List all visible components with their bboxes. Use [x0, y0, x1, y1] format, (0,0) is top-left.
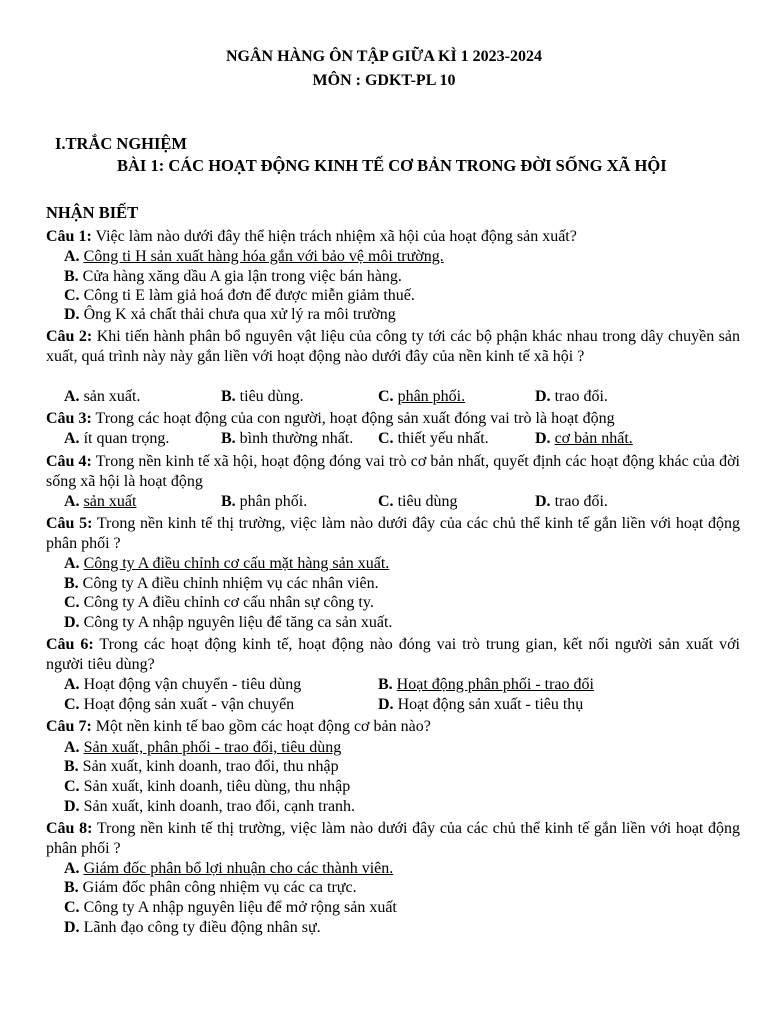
option-text: Ông K xả chất thải chưa qua xử lý ra môi trường [83, 306, 396, 323]
option-3b [221, 429, 353, 449]
option-text: Lãnh đạo công ty điều động nhân sự. [83, 919, 321, 936]
question-label: Câu 8: [46, 820, 93, 837]
question-2 [46, 327, 740, 367]
option-text: thiết yếu nhất. [397, 430, 489, 447]
option-8d [64, 918, 321, 938]
question-4 [46, 452, 740, 492]
question-text: Trong nền kinh tế xã hội, hoạt động đóng vai trò cơ bản nhất, quyết định các hoạt động khác của đời sống xã hội là hoạt động [46, 453, 740, 490]
option-letter: B. [64, 879, 79, 896]
option-text: sản xuất [83, 493, 137, 510]
option-text: Giám đốc phân bổ lợi nhuận cho các thành viên. [83, 860, 394, 877]
option-letter: B. [64, 758, 79, 775]
option-3c [378, 429, 489, 449]
question-label: Câu 4: [46, 453, 92, 470]
question-1 [46, 227, 740, 247]
option-letter: B. [221, 430, 236, 447]
option-letter: A. [64, 248, 80, 265]
option-letter: A. [64, 739, 80, 756]
option-text: Hoạt động sản xuất - vận chuyển [83, 696, 295, 713]
option-1b [64, 267, 402, 287]
option-text: sản xuất. [83, 388, 141, 405]
option-letter: A. [64, 388, 80, 405]
question-text: Việc làm nào dưới đây thể hiện trách nhiệm xã hội của hoạt động sản xuất? [95, 228, 577, 245]
option-7a [64, 738, 341, 758]
question-6 [46, 635, 740, 675]
option-letter: C. [378, 430, 394, 447]
level-heading: NHẬN BIẾT [46, 203, 139, 222]
option-text: Sản xuất, kinh doanh, tiêu dùng, thu nhập [83, 778, 351, 795]
option-letter: C. [378, 388, 394, 405]
option-8c [64, 898, 397, 918]
option-text: Công ti E làm giả hoá đơn để được miễn giảm thuế. [83, 287, 415, 304]
option-text: trao đổi. [554, 388, 608, 405]
option-text: trao đổi. [554, 493, 608, 510]
question-label: Câu 3: [46, 410, 92, 427]
option-text: Công ty A điều chỉnh cơ cấu mặt hàng sản xuất. [83, 555, 390, 572]
option-text: Công ti H sản xuất hàng hóa gắn với bảo vệ môi trường. [83, 248, 444, 265]
question-5 [46, 514, 740, 554]
option-text: Hoạt động phân phối - trao đổi [396, 676, 594, 693]
option-8a [64, 859, 393, 879]
option-letter: C. [64, 899, 80, 916]
option-letter: B. [221, 493, 236, 510]
option-text: Hoạt động vận chuyển - tiêu dùng [83, 676, 302, 693]
part-heading: I.TRẮC NGHIỆM [55, 134, 188, 153]
option-6a [64, 675, 301, 695]
option-1c [64, 286, 415, 306]
option-8b [64, 878, 357, 898]
option-7c [64, 777, 350, 797]
question-text: Trong nền kinh tế thị trường, việc làm nào dưới đây của các chủ thể kinh tế gắn liền với hoạt động phân phối ? [46, 820, 741, 857]
option-letter: D. [64, 919, 80, 936]
question-label: Câu 7: [46, 718, 92, 735]
option-letter: C. [64, 287, 80, 304]
option-text: Sản xuất, phân phối - trao đổi, tiêu dùng [83, 739, 342, 756]
option-2b [221, 387, 304, 407]
option-letter: A. [64, 493, 80, 510]
option-text: cơ bản nhất. [554, 430, 633, 447]
question-label: Câu 1: [46, 228, 92, 245]
option-7d [64, 797, 355, 817]
option-letter: D. [535, 388, 551, 405]
option-text: bình thường nhất. [239, 430, 354, 447]
option-5b [64, 574, 379, 594]
question-7 [46, 717, 740, 737]
option-3a [64, 429, 169, 449]
question-text: Trong nền kinh tế thị trường, việc làm nào dưới đây của các chủ thể kinh tế gắn liền với hoạt động phân phối ? [46, 515, 741, 552]
option-text: tiêu dùng [397, 493, 458, 510]
document-title: NGÂN HÀNG ÔN TẬP GIỮA KÌ 1 2023-2024 [225, 48, 542, 65]
option-text: Giám đốc phân công nhiệm vụ các ca trực. [82, 879, 357, 896]
option-letter: D. [535, 493, 551, 510]
question-text: Trong các hoạt động của con người, hoạt động sản xuất đóng vai trò là hoạt động [95, 410, 615, 427]
option-letter: C. [64, 594, 80, 611]
option-letter: D. [64, 798, 80, 815]
option-text: Công ty A nhập nguyên liệu để tăng ca sản xuất. [83, 614, 393, 631]
option-text: ít quan trọng. [83, 430, 170, 447]
option-4c [378, 492, 458, 512]
option-letter: D. [378, 696, 394, 713]
option-text: Công ty A nhập nguyên liệu để mở rộng sản xuất [83, 899, 397, 916]
option-1a [64, 247, 444, 267]
question-text: Một nền kinh tế bao gồm các hoạt động cơ bản nào? [95, 718, 431, 735]
question-8 [46, 819, 740, 859]
option-letter: B. [64, 575, 79, 592]
option-text: Công ty A điều chỉnh nhiệm vụ các nhân viên. [82, 575, 379, 592]
option-letter: C. [378, 493, 394, 510]
option-2a [64, 387, 140, 407]
option-text: tiêu dùng. [239, 388, 304, 405]
option-5a [64, 554, 389, 574]
option-text: phân phối. [397, 388, 466, 405]
option-text: Sản xuất, kinh doanh, trao đổi, thu nhập [82, 758, 339, 775]
option-text: phân phối. [239, 493, 308, 510]
option-letter: D. [64, 614, 80, 631]
option-5d [64, 613, 392, 633]
option-text: Hoạt động sản xuất - tiêu thụ [397, 696, 584, 713]
option-7b [64, 757, 339, 777]
option-text: Công ty A điều chỉnh cơ cấu nhân sự công ty. [83, 594, 374, 611]
question-label: Câu 6: [46, 636, 94, 653]
option-3d [535, 429, 633, 449]
option-letter: D. [535, 430, 551, 447]
option-letter: D. [64, 306, 80, 323]
question-label: Câu 5: [46, 515, 93, 532]
option-letter: B. [64, 268, 79, 285]
option-letter: B. [221, 388, 236, 405]
option-text: Sản xuất, kinh doanh, trao đổi, cạnh tranh. [83, 798, 356, 815]
option-1d [64, 305, 396, 325]
subject-title: MÔN : GDKT-PL 10 [312, 72, 456, 89]
option-4d [535, 492, 608, 512]
question-label: Câu 2: [46, 328, 93, 345]
option-letter: A. [64, 430, 80, 447]
option-5c [64, 593, 374, 613]
option-2d [535, 387, 608, 407]
option-4b [221, 492, 307, 512]
option-letter: A. [64, 555, 80, 572]
option-letter: A. [64, 676, 80, 693]
option-6d [378, 695, 583, 715]
option-6c [64, 695, 294, 715]
question-text: Khi tiến hành phân bổ nguyên vật liệu của công ty tới các bộ phận khác nhau trong dây chuyền sản xuất, quá trình này này gắn liền với hoạt động nào dưới đây của nền kinh tế xã hội ? [46, 328, 741, 365]
question-text: Trong các hoạt động kinh tế, hoạt động nào đóng vai trò trung gian, kết nối người sản xuất với người tiêu dùng? [46, 636, 740, 673]
option-letter: C. [64, 696, 80, 713]
option-4a [64, 492, 136, 512]
lesson-heading: BÀI 1: CÁC HOẠT ĐỘNG KINH TẾ CƠ BẢN TRONG ĐỜI SỐNG XÃ HỘI [117, 156, 667, 175]
option-letter: A. [64, 860, 80, 877]
option-6b [378, 675, 594, 695]
option-letter: B. [378, 676, 393, 693]
question-3 [46, 409, 740, 429]
option-2c [378, 387, 465, 407]
option-letter: C. [64, 778, 80, 795]
option-text: Cửa hàng xăng dầu A gia lận trong việc bán hàng. [82, 268, 402, 285]
